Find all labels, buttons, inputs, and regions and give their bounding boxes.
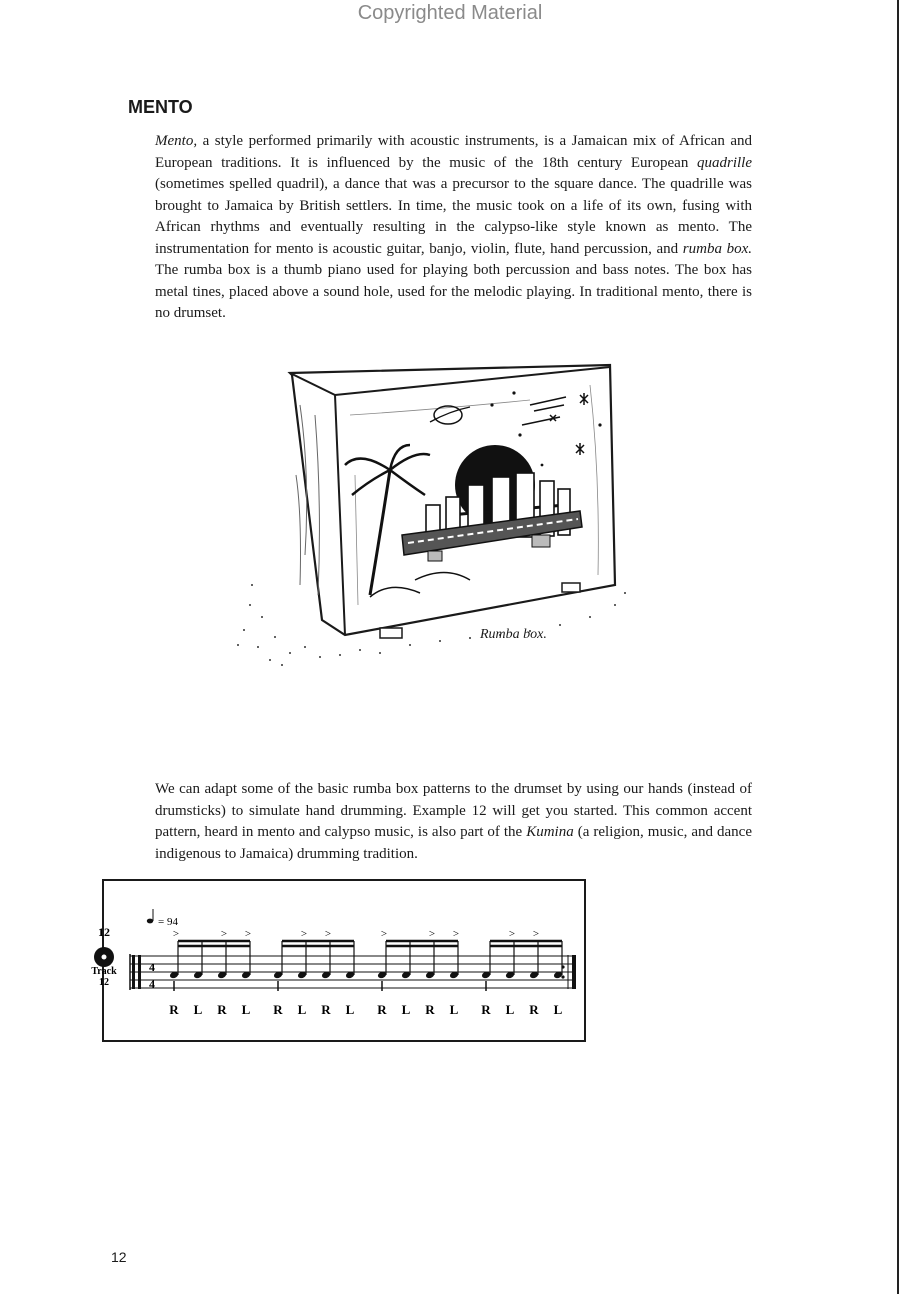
figure-caption: Rumba box. [480, 627, 547, 642]
accent-mark: > [532, 928, 540, 940]
sticking-label: R [377, 1002, 387, 1017]
sticking-label: L [345, 1002, 355, 1017]
tempo-marking [147, 909, 179, 928]
tempo-value: = 94 [158, 916, 178, 928]
sticking-label: L [193, 1002, 203, 1017]
sticking-label: L [505, 1002, 515, 1017]
sticking-label: L [297, 1002, 307, 1017]
sticking-label: R [169, 1002, 179, 1017]
staff-lines [130, 956, 576, 988]
term-quadrille: quadrille [697, 154, 752, 171]
body-paragraph [155, 779, 752, 865]
term-kumina: Kumina [526, 824, 574, 840]
accent-mark: > [172, 928, 180, 940]
section-title: MENTO [128, 97, 193, 117]
intro-text-3: The rumba box is a thumb piano used for playing both percussion and bass notes. The box has metal tines, placed above a sound hole, used for the melodic playing. In traditional mento, there is no drumset. [155, 262, 752, 321]
time-signature-top: 4 [149, 960, 155, 974]
sticking-label: R [273, 1002, 283, 1017]
sticking-label: L [553, 1002, 563, 1017]
sticking-label: R [321, 1002, 331, 1017]
term-mento: Mento, [155, 133, 198, 149]
accent-mark: > [508, 928, 516, 940]
sticking-label: L [401, 1002, 411, 1017]
intro-paragraph [155, 131, 752, 325]
example-number: 12 [98, 925, 110, 939]
track-number: 12 [99, 977, 109, 988]
intro-text-1: a style performed primarily with acoustic instruments, is a Jamaican mix of African and European traditions. It is influenced by the music of the 18th century European [155, 133, 752, 171]
page-edge-rule [897, 0, 899, 1294]
sticking-label: R [481, 1002, 491, 1017]
track-label: Track [91, 966, 117, 977]
time-signature-bottom: 4 [149, 977, 155, 991]
accent-mark: > [380, 928, 388, 940]
drum-notation [74, 879, 594, 1049]
sticking-label: R [425, 1002, 435, 1017]
intro-text-2: (sometimes spelled quadril), a dance that was a precursor to the square dance. The quadrille was brought to Jamaica by British settlers. In time, the music took on a life of its own, fusing with African rhythms and eventually resulting in the calypso-like style known as mento. The instrumentation for mento is acoustic guitar, banjo, violin, flute, hand percussion, and [155, 176, 752, 257]
final-barline [572, 955, 576, 989]
accent-mark: > [428, 928, 436, 940]
rumba-box-illustration [230, 355, 650, 675]
sticking-label: L [241, 1002, 251, 1017]
body-text-1: We can adapt some of the basic rumba box patterns to the drumset by using our hands (instead of drumsticks) to simulate hand drumming. Example 12 will get you started. This common accent pattern, heard in mento and calypso music, is also part of the [155, 781, 752, 840]
body-text-2: (a religion, music, and dance indigenous to Jamaica) drumming tradition. [155, 824, 752, 862]
accent-mark: > [300, 928, 308, 940]
sticking-label: R [529, 1002, 539, 1017]
accent-mark: > [452, 928, 460, 940]
accent-mark: > [324, 928, 332, 940]
page-number: 12 [111, 1249, 127, 1265]
sticking-label: R [217, 1002, 227, 1017]
term-rumba-box: rumba box. [682, 240, 752, 257]
accent-mark: > [244, 928, 252, 940]
sticking-label: L [449, 1002, 459, 1017]
copyright-watermark: Copyrighted Material [357, 2, 543, 24]
accent-mark: > [220, 928, 228, 940]
music-example-box [91, 879, 586, 1042]
